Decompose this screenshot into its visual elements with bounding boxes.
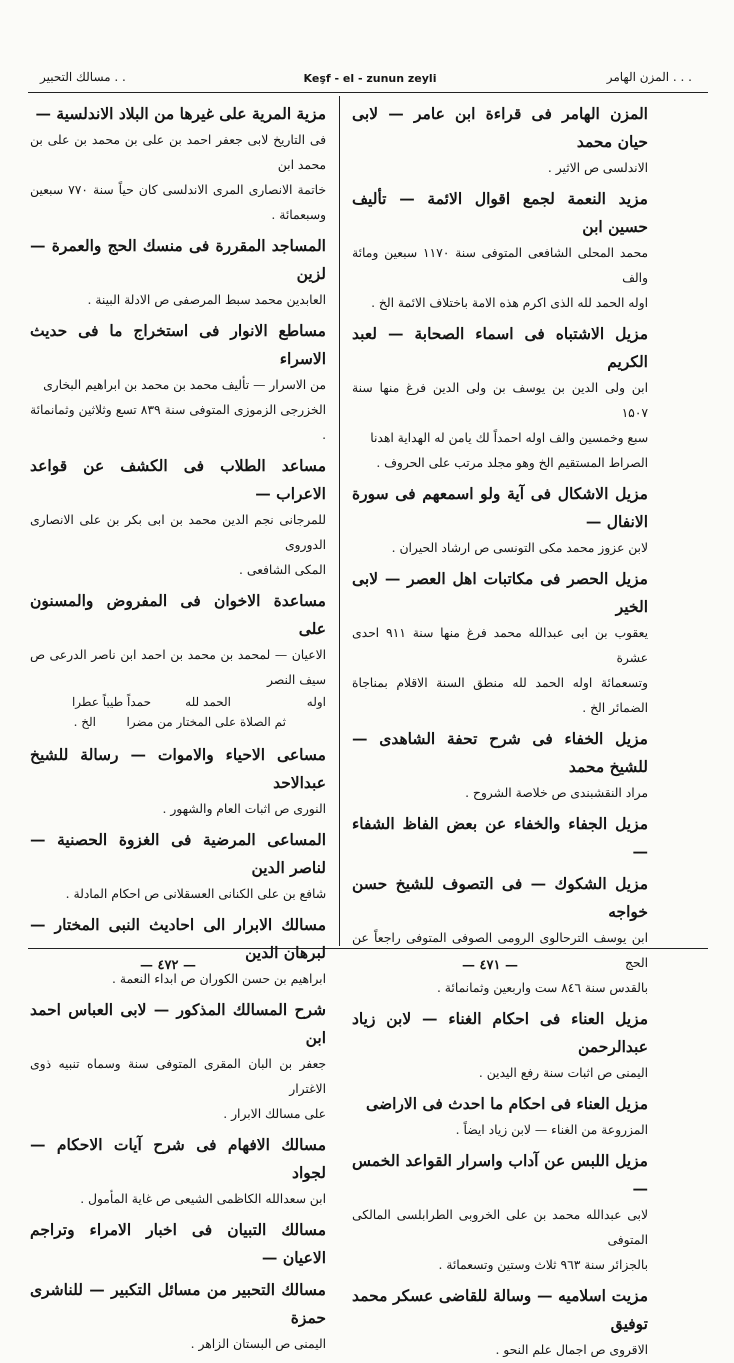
entry-text-line: من الاسرار — تألیف محمد بن محمد بن ابراهیم البخاری [43, 378, 326, 392]
entry-heading-line: مزیل الاشتباه فی اسماء الصحابة — لعبد الکریم [352, 324, 648, 371]
entry [30, 911, 326, 992]
entry [30, 826, 326, 907]
entry-heading-line: مساطع الانوار فی استخراج ما فی حدیث الاسراء [30, 321, 326, 368]
entry [352, 1147, 648, 1278]
entry-text-line: الاقروی ص اجمال علم النحو . [495, 1343, 648, 1357]
entry-heading-line: مزیل الخفاء فی شرح تحفة الشاهدی — للشیخ محمد [352, 729, 648, 776]
verse-fragment: الحمد لله [185, 695, 231, 709]
entry [352, 1282, 648, 1363]
entry-heading-line: مسالك التبیان فی اخبار الامراء وتراجم الاعیان — [30, 1220, 326, 1267]
entry [352, 870, 648, 1001]
page-number-left: — ٤۷۲ — [140, 958, 197, 973]
entry [30, 452, 326, 583]
entry [352, 1090, 648, 1143]
entry-text-line: الیمنی ص اثبات سنة رفع الیدین . [478, 1066, 648, 1080]
running-header-title: Keşf - el - zunun zeyli [303, 72, 437, 85]
entry [352, 185, 648, 316]
entry [30, 996, 326, 1127]
entry-text-line: ابن سعدالله الکاظمی الشیعی ص غایة المأمول . [80, 1192, 326, 1206]
entry-heading-line: مزیل الشکوك — فی التصوف للشیخ حسن خواجه [352, 874, 648, 921]
entry-text-line: لابن عزوز محمد مکی التونسی ص ارشاد الحیران . [391, 541, 648, 555]
entry [30, 1276, 326, 1357]
entry [352, 100, 648, 181]
entry-text-line: علی مسالك الابرار . [223, 1107, 326, 1121]
entry-text-line: الصراط المستقیم الخ وهو مجلد مرتب علی الحروف . [376, 456, 648, 470]
entry-text-line: الاندلسی ص الاثیر . [547, 161, 648, 175]
entry-text-line: لابی عبدالله محمد بن علی الخروبی الطرابلسی المالکی المتوفی [352, 1208, 648, 1247]
entry-text-line: فی التاریخ لابی جعفر احمد بن علی بن محمد بن علی بن محمد ابن [30, 133, 326, 172]
verse-fragment: حمداً طیباً عطرا [71, 695, 151, 709]
page-number-right: — ٤۷۱ — [462, 958, 519, 973]
entry-heading-line: مزید النعمة لجمع اقوال الائمة — تألیف حسین ابن [352, 189, 648, 236]
entry [352, 565, 648, 721]
entry [30, 100, 326, 228]
entry-text-line: العابدین محمد سبط المرصفی ص الادلة البینة . [87, 293, 326, 307]
entry [30, 1216, 326, 1272]
entry-text-line: ابن یوسف الترحالوی الرومی الصوفی المتوفی راجعاً عن الحج [352, 931, 648, 970]
entry-text-line: یعقوب بن ابی عبدالله محمد فرغ منها سنة ۹۱۱ احدی عشرة [352, 626, 648, 665]
entry-text-line: الخزرجی الزموزی المتوفی سنة ۸۳۹ تسع وثلاثین وثمانمائة . [30, 403, 326, 442]
entry-text-line: الیمنی ص البستان الزاهر . [190, 1337, 326, 1351]
entry-heading-line: مساعی الاحیاء والاموات — رسالة للشیخ عبدالاحد [30, 745, 326, 792]
entry-heading-line: مزیت اسلامیه — وسالة للقاضی عسکر محمد توفیق [352, 1286, 648, 1333]
entry-heading-line: المساعی المرضیة فی الغزوة الحصنیة — لناصر الدین [30, 830, 326, 877]
verse-fragment: ثم الصلاة علی المختار من مضرا [126, 715, 286, 729]
entry-heading-line: المزن الهامر فی قراءة ابن عامر — لابی حیان محمد [352, 104, 648, 151]
verse-fragment: اوله [306, 695, 326, 709]
entry-heading-line: مساعدة الاخوان فی المفروض والمسنون علی [30, 591, 326, 638]
entry-heading-line: مسالك الابرار الی احادیث النبی المختار — لبرهان الدین [30, 915, 326, 962]
running-header-right: المزن الهامر . . . [606, 70, 692, 84]
entry-text-line: النوری ص اثبات العام والشهور . [162, 802, 326, 816]
entry-heading-line: مزیل الاشکال فی آیة ولو اسمعهم فی سورة الانفال — [352, 484, 648, 531]
entry [352, 810, 648, 866]
entry-heading-line: المساجد المقررة فی منسك الحج والعمرة — لزین [30, 236, 326, 283]
entry [352, 1005, 648, 1086]
verse-block [30, 693, 326, 737]
entry-text-line: المکی الشافعی . [239, 563, 326, 577]
entry [352, 320, 648, 476]
entry [352, 725, 648, 806]
entry-heading-line: شرح المسالك المذکور — لابی العباس احمد ابن [30, 1000, 326, 1047]
entry-heading-line: مزیل الحصر فی مکاتبات اهل العصر — لابی الخیر [352, 569, 648, 616]
entry-text-line: المزروعة من الغناء — لابن زیاد ایضاً . [455, 1123, 648, 1137]
entry-heading-line: مزیل العناء فی احکام الغناء — لابن زیاد عبدالرحمن [352, 1009, 648, 1056]
entry-text-line: اوله الحمد لله الذی اکرم هذه الامة باختلاف الائمة الخ . [371, 296, 648, 310]
entry-heading-line: مزیة المریة علی غیرها من البلاد الاندلسیة — [35, 104, 326, 123]
entry-text-line: مراد النقشبندی ص خلاصة الشروح . [465, 786, 648, 800]
entry-text-line: خاتمة الانصاری المری الاندلسی کان حیاً سنة ۷۷۰ سبعین وسبعمائة . [30, 183, 326, 222]
verse-fragment: الخ . [73, 715, 96, 729]
footer-rule [28, 948, 708, 949]
entry-text-line: شافع بن علی الکنانی العسقلانی ص احکام المادلة . [65, 887, 326, 901]
entry-text-line: جعفر بن البان المقری المتوفی سنة وسماه تنبیه ذوی الاغترار [30, 1057, 326, 1096]
entry-heading-line: مزیل العناء فی احکام ما احدث فی الاراضی [366, 1094, 648, 1113]
entry-text-line: سبع وخمسین والف اوله احمداً لك یامن له الهدایة اهدنا [370, 431, 648, 445]
running-header-left: مسالك التحبير . . [40, 70, 126, 84]
header-rule [28, 92, 708, 93]
entry-text-line: الاعیان — لمحمد بن محمد بن احمد ابن ناصر الدرعی ص سیف النصر [30, 648, 326, 687]
entry-text-line: وتسعمائة اوله الحمد لله منطق السنة الاقلام بمناجاة الضمائر الخ . [352, 676, 648, 715]
entry-heading-line: مسالك الافهام فی شرح آیات الاحکام — لجواد [30, 1135, 326, 1182]
entry-text-line: للمرجانی نجم الدین محمد بن ابی بکر بن علی الانصاری الدوروی [30, 513, 326, 552]
entry [30, 1131, 326, 1212]
entry-text-line: بالجزائر سنة ۹٦۳ ثلاث وستین وتسعمائة . [438, 1258, 648, 1272]
entry-heading-line: مساعد الطلاب فی الکشف عن قواعد الاعراب — [30, 456, 326, 503]
column-divider [339, 96, 340, 946]
entry-heading-line: مزیل الجفاء والخفاء عن بعض الفاظ الشفاء — [352, 814, 648, 861]
entry-text-line: بالقدس سنة ۸٤٦ ست واربعین وثمانمائة . [436, 981, 648, 995]
entry [30, 317, 326, 448]
entry [352, 480, 648, 561]
entry-text-line: محمد المحلی الشافعی المتوفی سنة ۱۱۷۰ سبعین ومائة والف [352, 246, 648, 285]
entry [30, 587, 326, 737]
entry-heading-line: مسالك التحبیر من مسائل التکبیر — للناشری حمزة [30, 1280, 326, 1327]
entry-text-line: ابراهیم بن حسن الکوران ص ابداء النعمة . [112, 972, 326, 986]
entry [30, 232, 326, 313]
entry-heading-line: مزیل اللبس عن آداب واسرار القواعد الخمس — [352, 1151, 648, 1198]
entry-text-line: ابن ولی الدین بن یوسف بن ولی الدین فرغ منها سنة ۱۵۰۷ [352, 381, 648, 420]
entry [30, 741, 326, 822]
